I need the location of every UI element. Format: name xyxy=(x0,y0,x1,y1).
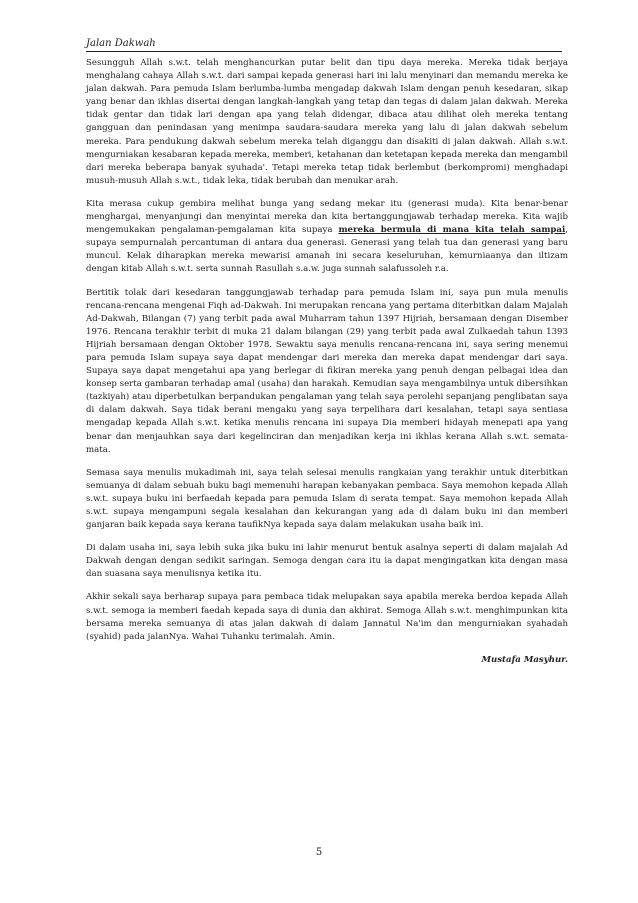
paragraph-5: Di dalam usaha ini, saya lebih suka jika buku ini lahir menurut bentuk asalnya seperti di dalam majalah Ad Dakwah dengan dengan sedikit saringan. Semoga dengan cara itu ia dapat mengingatkan kita dengan masa dan suasana saya menulisnya ketika itu. xyxy=(86,543,568,580)
paragraph-2-text-end: , supaya sempurnalah percantuman di antara dua generasi. Generasi yang telah tua dan generasi yang baru muncul. Kelak diharapkan mereka mewarisi amanah ini secara keseluruhan, kemurniaanya dan iltizam dengan kitab Allah s.w.t. serta sunnah Rasullah s.a.w. juga sunnah salafussoleh r.a. xyxy=(86,225,569,275)
paragraph-4: Semasa saya menulis mukadimah ini, saya telah selesai menulis rangkaian yang terakhir untuk diterbitkan semuanya di dalam sebuah buku bagi memenuhi harapan kebanyakan pembaca. Saya memohon kepada Allah s.w.t. supaya buku ini berfaedah kepada para pemuda Islam di serata tempat. Saya memohon kepada Allah s.w.t. supaya mengampuni segala kesalahan dan kekurangan yang ada di dalam buku ini dan memberi ganjaran baik kepada saya kerana taufikNya kepada saya dalam melakukan usaha baik ini. xyxy=(86,467,568,531)
paragraph-3: Bertitik tolak dari kesedaran tanggungjawab terhadap para pemuda Islam ini, saya pun mula menulis rencana-rencana mengenai Fiqh ad-Dakwah. Ini merupakan rencana yang pertama diterbitkan dalam Majalah Ad-Dakwah, Bilangan (7) yang terbit pada awal Muharram tahun 1397 Hijriah, bersamaan dengan Disember 1976. Rencana terakhir terbit di muka 21 dalam bilangan (29) yang terbit pada awal Zulkaedah tahun 1393 Hijriah bersamaan dengan Oktober 1978. Sewaktu saya menulis rencana-rencana ini, saya sering menemui para pemuda Islam supaya saya dapat mendengar dari mereka dan mereka dapat mendengar dari saya. Supaya saya dapat mengetahui apa yang berlegar di fikiran mereka yang penuh dengan pelbagai idea dan konsep serta gambaran terhadap amal (usaha) dan harakah. Kemudian saya mengambilnya untuk dibersihkan (tazkiyah) atau diperbetulkan berpandukan pengalaman yang telah saya perolehi sepanjang penglibatan saya di dalam dakwah. Saya tidak berani mengaku yang saya terpelihara dari kesalahan, tetapi saya sentiasa mengadap kepada Allah s.w.t. ketika menulis rencana ini supaya Dia memberi hidayah menepati apa yang benar dan menjauhkan saya dari kegelinciran dan menjadikan kerja ini ikhlas kerana Allah s.w.t. semata-mata. xyxy=(86,287,568,455)
paragraph-1: Sesungguh Allah s.w.t. telah menghancurkan putar belit dan tipu daya mereka. Mereka tidak berjaya menghalang cahaya Allah s.w.t. dari sampai kepada generasi hari ini lalu menyinari dan memandu mereka ke jalan dakwah. Para pemuda Islam berlumba-lumba mengadap dakwah Islam dengan penuh kesedaran, sikap yang benar dan ikhlas disertai dengan langkah-langkah yang tetap dan tegas di dalam jalan dakwah. Mereka tidak gentar dan tidak lari dengan apa yang telah didengar, dibaca atau dilihat oleh mereka tentang gangguan dan penindasan yang menimpa saudara-saudara mereka yang lalu di jalan dakwah sebelum mereka. Para pendukung dakwah sebelum mereka telah diganggu dan disakiti di jalan dakwah. Allah s.w.t. mengurniakan kesabaran kepada mereka, memberi, ketahanan dan ketetapan kepada mereka dan mengambil dari mereka beberapa banyak syuhada'. Tetapi mereka tetap tidak berlembut (berkompromi) menghadapi musuh-musuh Allah s.w.t., tidak leka, tidak berubah dan menukar arah. xyxy=(86,58,568,186)
emphasized-phrase: mereka bermula di mana kita telah sampai xyxy=(338,225,566,236)
page-body xyxy=(86,57,568,667)
paragraph-2 xyxy=(86,198,568,277)
paragraph-6: Akhir sekali saya berharap supaya para pembaca tidak melupakan saya apabila mereka berdoa kepada Allah s.w.t. semoga ia memberi faedah kepada saya di dunia dan akhirat. Semoga Allah s.w.t. menghimpunkan kita bersama mereka semuanya di atas jalan dakwah di dalam Jannatul Na'im dan mengurniakan syahadah (syahid) pada jalanNya. Wahai Tuhanku terimalah. Amin. xyxy=(86,592,568,642)
header-title: Jalan Dakwah xyxy=(86,38,156,49)
paragraph-2-text-start: Kita merasa cukup gembira melihat bunga yang sedang mekar itu (generasi muda). Kita benar-benar menghargai, menyanjungi dan menyintai mereka dan kita bertanggungjawab terhadap mereka. Kita wajib mengemukakan pengalaman-pemgalaman kita supaya xyxy=(86,198,568,236)
page-number: 5 xyxy=(315,847,323,858)
running-header xyxy=(86,38,562,52)
author-signature: Mustafa Masyhur. xyxy=(481,654,568,665)
